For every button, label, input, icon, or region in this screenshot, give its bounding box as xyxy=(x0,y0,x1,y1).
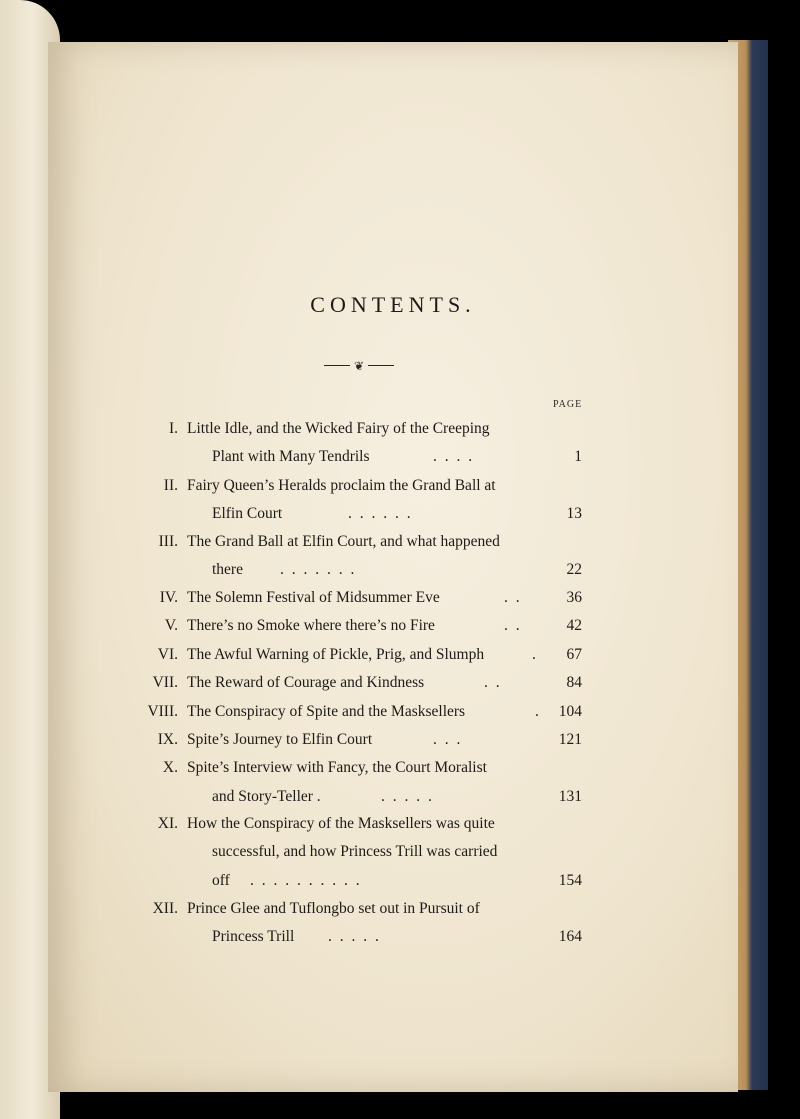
chapter-number: V. xyxy=(164,617,178,634)
chapter-title: The Solemn Festival of Midsummer Eve xyxy=(187,589,440,606)
page-number: 164 xyxy=(558,928,582,945)
toc-entry xyxy=(48,415,738,443)
page-number: 1 xyxy=(574,448,582,465)
chapter-number: III. xyxy=(158,533,178,550)
chapter-number: IX. xyxy=(157,731,178,748)
toc-entry xyxy=(48,669,738,697)
chapter-title: The Grand Ball at Elfin Court, and what happened xyxy=(187,533,500,550)
toc-entry xyxy=(48,612,738,640)
chapter-title: The Awful Warning of Pickle, Prig, and Slumph xyxy=(187,646,485,663)
chapter-title-cont: off xyxy=(212,872,230,889)
chapter-number: XI. xyxy=(157,815,178,832)
chapter-number: X. xyxy=(162,759,178,776)
toc-entry-continuation xyxy=(48,838,738,866)
chapter-title-cont: Princess Trill xyxy=(212,928,295,945)
toc-entry xyxy=(48,472,738,500)
page-number: 104 xyxy=(558,703,582,720)
toc-entry-continuation xyxy=(48,500,738,528)
chapter-title: Fairy Queen’s Heralds proclaim the Grand Ball at xyxy=(187,477,496,494)
chapter-title: How the Conspiracy of the Masksellers was quite xyxy=(187,815,495,832)
toc-entry-continuation xyxy=(48,556,738,584)
chapter-number: II. xyxy=(163,477,178,494)
dot-leader: . xyxy=(532,646,538,663)
dot-leader: . . . . . . xyxy=(348,505,413,522)
dot-leader: . . xyxy=(504,617,522,634)
toc-entry-continuation xyxy=(48,783,738,811)
toc-entry xyxy=(48,754,738,782)
chapter-title: The Conspiracy of Spite and the Masksellers xyxy=(187,703,466,720)
dot-leader: . . . . . . . xyxy=(280,561,357,578)
contents-page xyxy=(48,42,738,1092)
chapter-number: VI. xyxy=(157,646,178,663)
ornament-divider: ❦ xyxy=(324,360,394,372)
page-title: CONTENTS. xyxy=(310,292,476,317)
toc-entry xyxy=(48,726,738,754)
page-number: 84 xyxy=(566,674,582,691)
toc-entry xyxy=(48,810,738,838)
chapter-number: XII. xyxy=(152,900,178,917)
chapter-title-cont: there xyxy=(212,561,243,578)
page-column-label: PAGE xyxy=(553,399,583,410)
chapter-title: Prince Glee and Tuflongbo set out in Pursuit of xyxy=(187,900,480,917)
chapter-number: IV. xyxy=(159,589,178,606)
toc-entry xyxy=(48,584,738,612)
page-number: 42 xyxy=(566,617,582,634)
chapter-number: I. xyxy=(168,420,178,437)
page-number: 13 xyxy=(566,505,582,522)
chapter-title: Spite’s Interview with Fancy, the Court Moralist xyxy=(187,759,487,776)
dot-leader: . . xyxy=(484,674,502,691)
dot-leader: . . xyxy=(504,589,522,606)
toc-entry xyxy=(48,895,738,923)
dot-leader: . . . . . xyxy=(328,928,381,945)
toc-entry xyxy=(48,641,738,669)
dot-leader: . . . . xyxy=(433,448,475,465)
chapter-title-cont: Elfin Court xyxy=(212,505,283,522)
chapter-title: There’s no Smoke where there’s no Fire xyxy=(187,617,435,634)
page-number: 154 xyxy=(558,872,582,889)
chapter-title-cont: and Story-Teller . xyxy=(212,788,321,805)
chapter-title-cont: Plant with Many Tendrils xyxy=(212,448,370,465)
page-number: 121 xyxy=(558,731,582,748)
chapter-number: VII. xyxy=(152,674,178,691)
chapter-title: Little Idle, and the Wicked Fairy of the Creeping xyxy=(187,420,490,437)
dot-leader: . xyxy=(535,703,541,720)
dot-leader: . . . . . . . . . . xyxy=(250,872,362,889)
page-number: 67 xyxy=(566,646,582,663)
toc-entry xyxy=(48,528,738,556)
dot-leader: . . . . . xyxy=(381,788,434,805)
chapter-number: VIII. xyxy=(147,703,178,720)
chapter-title-cont: successful, and how Princess Trill was carried xyxy=(212,843,498,860)
page-number: 131 xyxy=(558,788,582,805)
toc-entry-continuation xyxy=(48,867,738,895)
chapter-title: The Reward of Courage and Kindness xyxy=(187,674,425,691)
dot-leader: . . . xyxy=(433,731,463,748)
chapter-title: Spite’s Journey to Elfin Court xyxy=(187,731,373,748)
toc-entry-continuation xyxy=(48,443,738,471)
toc-entry-continuation xyxy=(48,923,738,951)
page-number: 36 xyxy=(566,589,582,606)
toc-entry xyxy=(48,698,738,726)
page-number: 22 xyxy=(566,561,582,578)
